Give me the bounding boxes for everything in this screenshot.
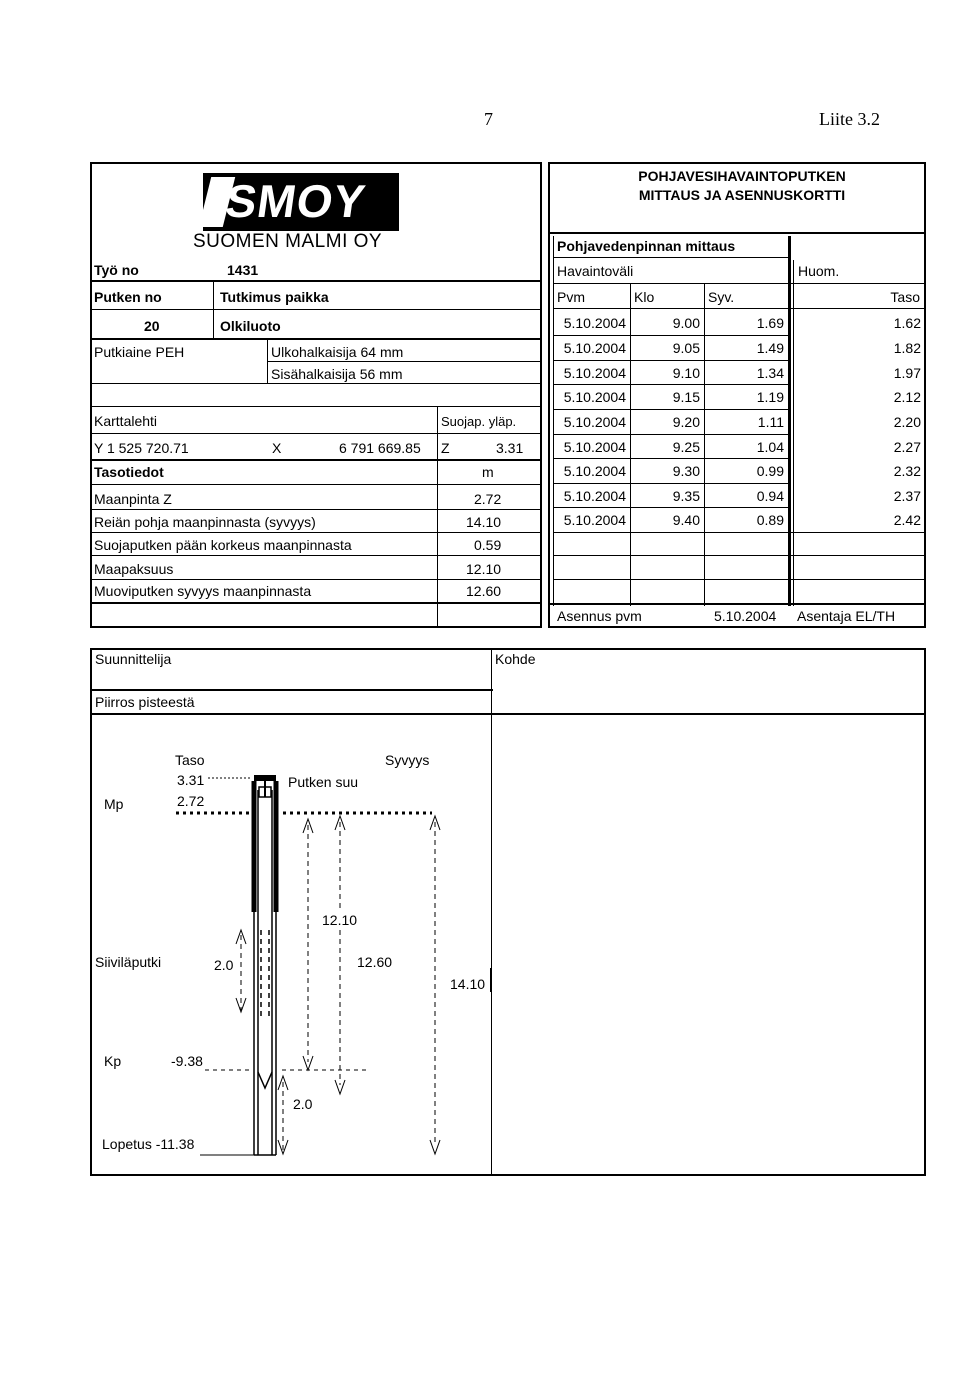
install-date-label: Asennus pvm	[557, 608, 642, 624]
drawing-label: Piirros pisteestä	[95, 694, 195, 710]
material-label: Putkiaine PEH	[94, 344, 185, 360]
level-label: Maanpinta Z	[94, 491, 172, 507]
y-coordinate: Y 1 525 720.71	[94, 440, 189, 456]
level-value: 12.10	[466, 561, 502, 577]
z-label: Z	[441, 440, 450, 456]
row-time: 9.00	[672, 315, 700, 331]
row-level: 1.97	[893, 365, 921, 381]
level-label: Reiän pohja maanpinnasta (syvyys)	[94, 514, 316, 530]
row-time: 9.30	[672, 463, 700, 479]
row-level: 2.27	[893, 439, 921, 455]
row-level: 1.62	[893, 315, 921, 331]
row-depth: 1.19	[756, 389, 784, 405]
tube-label: Putken no	[94, 289, 162, 305]
row-level: 2.32	[893, 463, 921, 479]
tube-value: 20	[144, 318, 160, 334]
job-value: 1431	[227, 262, 259, 278]
casing-top-level: 3.31	[177, 772, 205, 788]
mp-label: Mp	[104, 796, 124, 812]
tube-mouth-label: Putken suu	[288, 774, 359, 790]
interval-label: Havaintoväli	[557, 263, 634, 279]
taso-label: Taso	[175, 752, 205, 768]
col-header-depth: Syv.	[708, 289, 735, 305]
row-time: 9.05	[672, 340, 700, 356]
target-label: Kohde	[495, 651, 536, 667]
row-depth: 0.94	[756, 488, 784, 504]
z-value: 3.31	[496, 440, 524, 456]
row-level: 2.20	[893, 414, 921, 430]
row-date: 5.10.2004	[563, 389, 626, 405]
row-time: 9.40	[672, 512, 700, 528]
screen-length: 2.0	[214, 957, 234, 973]
row-depth: 1.11	[757, 414, 784, 430]
remarks-label: Huom.	[798, 263, 840, 279]
ground-level: 2.72	[177, 793, 205, 809]
designer-label: Suunnittelija	[95, 651, 172, 667]
measurement-title: Pohjavedenpinnan mittaus	[557, 238, 736, 254]
row-depth: 1.49	[756, 340, 784, 356]
logo-text: SMOY	[222, 175, 370, 227]
row-level: 2.37	[893, 488, 921, 504]
end-length: 2.0	[293, 1096, 313, 1112]
level-value: 14.10	[466, 514, 502, 530]
row-date: 5.10.2004	[563, 365, 626, 381]
level-value: 12.60	[466, 583, 502, 599]
row-date: 5.10.2004	[563, 512, 626, 528]
level-label: Suojaputken pään korkeus maanpinnasta	[94, 537, 352, 553]
company-name: SUOMEN MALMI OY	[193, 231, 383, 252]
level-value: 2.72	[474, 491, 502, 507]
row-depth: 0.99	[756, 463, 784, 479]
kp-label: Kp	[104, 1053, 122, 1069]
row-depth: 1.04	[756, 439, 784, 455]
end-label: Lopetus -11.38	[102, 1136, 195, 1152]
map-sheet-label: Karttalehti	[94, 413, 158, 429]
screen-label: Siiviläputki	[95, 954, 162, 970]
outer-diameter: Ulkohalkaisija 64 mm	[271, 344, 404, 360]
row-depth: 1.34	[756, 365, 784, 381]
col-header-level: Taso	[890, 289, 920, 305]
page-number: 7	[484, 109, 493, 129]
row-date: 5.10.2004	[563, 463, 626, 479]
plastic-depth: 12.60	[357, 954, 393, 970]
row-date: 5.10.2004	[563, 414, 626, 430]
row-level: 2.12	[893, 389, 921, 405]
card-title-line2: MITTAUS JA ASENNUSKORTTI	[638, 187, 846, 203]
level-value: 0.59	[474, 537, 502, 553]
depth-label: Syvyys	[385, 752, 430, 768]
row-date: 5.10.2004	[563, 315, 626, 331]
x-label: X	[272, 440, 282, 456]
casing-top-label: Suojap. yläp.	[441, 414, 517, 429]
row-level: 2.42	[893, 512, 921, 528]
level-label: Maapaksuus	[94, 561, 174, 577]
x-coordinate: 6 791 669.85	[339, 440, 421, 456]
appendix-label: Liite 3.2	[819, 109, 880, 129]
installer: Asentaja EL/TH	[797, 608, 896, 624]
row-depth: 0.89	[756, 512, 784, 528]
levels-header: Tasotiedot	[94, 464, 164, 480]
row-time: 9.20	[672, 414, 700, 430]
levels-unit: m	[482, 464, 494, 480]
level-label: Muoviputken syvyys maanpinnasta	[94, 583, 312, 599]
job-label: Työ no	[94, 262, 139, 278]
earth-thickness: 12.10	[322, 912, 358, 928]
row-date: 5.10.2004	[563, 488, 626, 504]
row-time: 9.10	[672, 365, 700, 381]
row-time: 9.35	[672, 488, 700, 504]
bottom-depth: 14.10	[450, 976, 486, 992]
row-time: 9.15	[672, 389, 700, 405]
col-header-date: Pvm	[557, 289, 585, 305]
row-time: 9.25	[672, 439, 700, 455]
install-date: 5.10.2004	[714, 608, 777, 624]
card-title-line1: POHJAVESIHAVAINTOPUTKEN	[638, 168, 846, 184]
inner-diameter: Sisähalkaisija 56 mm	[271, 366, 403, 382]
row-level: 1.82	[893, 340, 921, 356]
row-date: 5.10.2004	[563, 340, 626, 356]
col-header-time: Klo	[634, 289, 655, 305]
site-value: Olkiluoto	[220, 318, 281, 334]
row-depth: 1.69	[756, 315, 784, 331]
site-label: Tutkimus paikka	[220, 289, 329, 305]
kp-level: -9.38	[171, 1053, 203, 1069]
row-date: 5.10.2004	[563, 439, 626, 455]
